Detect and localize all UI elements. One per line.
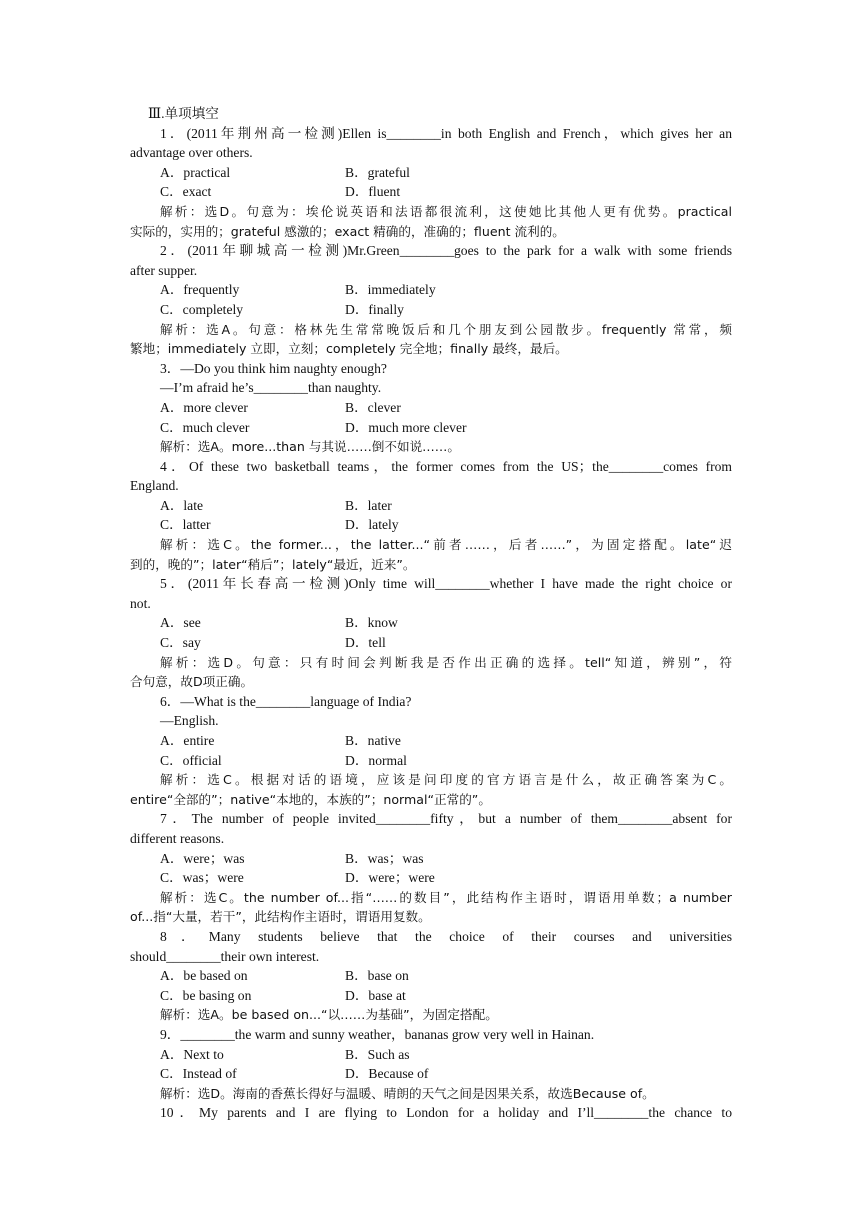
option-d: D．Because of	[345, 1066, 429, 1082]
option-d: D．base at	[345, 987, 406, 1003]
question-stem: 5．(2011年长春高一检测)Only time will________whether I have made the right choice or	[160, 576, 732, 592]
explanation-cont: 合句意，故D项正确。	[130, 674, 254, 690]
explanation: 解析：选A。more...than 与其说……倒不如说……。	[160, 439, 460, 455]
options-row	[130, 163, 732, 183]
option-d: D．were；were	[345, 870, 435, 886]
option-a: A．see	[160, 615, 201, 631]
option-c: C．much clever	[160, 419, 250, 435]
option-c: C．Instead of	[160, 1066, 237, 1082]
option-a: A．be based on	[160, 968, 248, 984]
options-row	[130, 418, 732, 438]
dialogue-line: —English.	[160, 713, 219, 729]
option-c: C．be basing on	[160, 987, 252, 1003]
question-5	[130, 574, 732, 692]
option-b: B．later	[345, 497, 392, 513]
exercise-page	[130, 104, 732, 1123]
explanation: 解析：选C。根据对话的语境，应该是问印度的官方语言是什么，故正确答案为C。	[160, 772, 732, 788]
option-a: A．practical	[160, 164, 231, 180]
explanation-cont: of...指“大量，若干”，此结构作主语时，谓语用复数。	[130, 909, 431, 925]
option-b: B．grateful	[345, 164, 410, 180]
question-stem: 3．—Do you think him naughty enough?	[160, 360, 387, 376]
option-a: A．Next to	[160, 1046, 224, 1062]
question-stem: 4．Of these two basketball teams，the former comes from the US；the________comes from	[160, 458, 732, 474]
option-d: D．much more clever	[345, 419, 467, 435]
option-c: C．was；were	[160, 870, 244, 886]
explanation: 解析：选C。the former...，the latter...“前者……，后者……”，为固定搭配。late“迟	[160, 537, 732, 553]
option-b: B．native	[345, 733, 401, 748]
option-b: B．know	[345, 615, 398, 631]
option-c: C．latter	[160, 517, 211, 533]
question-stem: 1．(2011年荆州高一检测)Ellen is________in both English and French，which gives her an	[160, 125, 732, 141]
option-c: C．official	[160, 752, 222, 768]
option-d: D．fluent	[345, 184, 401, 200]
options-row	[130, 868, 732, 888]
option-c: C．completely	[160, 301, 244, 317]
option-b: B．was；was	[345, 850, 424, 866]
options-row	[130, 966, 732, 986]
explanation: 解析：选D。句意：只有时间会判断我是否作出正确的选择。tell“知道，辨别”，符	[160, 654, 732, 670]
question-stem-cont: advantage over others.	[130, 145, 253, 161]
option-a: A．more clever	[160, 399, 248, 415]
explanation: 解析：选D。海南的香蕉长得好与温暖、晴朗的天气之间是因果关系，故选Because of。	[160, 1085, 655, 1101]
question-6	[130, 692, 732, 810]
options-row	[130, 986, 732, 1006]
question-stem: 10．My parents and I are flying to London for a holiday and I’ll________the chance to	[160, 1105, 732, 1121]
options-row	[130, 1064, 732, 1084]
question-9	[130, 1025, 732, 1103]
question-3	[130, 359, 732, 457]
option-d: D．tell	[345, 635, 386, 651]
question-stem: 7．The number of people invited________fifty，but a number of them________absent for	[160, 811, 732, 827]
option-b: B．base on	[345, 968, 409, 984]
option-d: D．finally	[345, 301, 404, 317]
explanation: 解析：选A。be based on...“以……为基础”，为固定搭配。	[160, 1007, 498, 1023]
option-d: D．normal	[345, 752, 407, 768]
option-a: A．were；was	[160, 850, 245, 866]
options-row	[130, 849, 732, 869]
option-a: A．entire	[160, 733, 215, 748]
option-d: D．lately	[345, 517, 399, 533]
options-row	[130, 398, 732, 418]
question-2	[130, 241, 732, 359]
question-stem: 6．—What is the________language of India?	[160, 693, 412, 709]
options-row	[130, 182, 732, 202]
section-title: Ⅲ.单项填空	[148, 106, 219, 121]
options-row	[130, 751, 732, 771]
options-row	[130, 300, 732, 320]
question-stem: 9．________the warm and sunny weather，bananas grow very well in Hainan.	[160, 1026, 595, 1042]
question-stem-cont: should________their own interest.	[130, 948, 320, 964]
question-7	[130, 809, 732, 927]
option-c: C．say	[160, 635, 201, 651]
question-1	[130, 124, 732, 242]
options-row	[130, 633, 732, 653]
option-c: C．exact	[160, 184, 212, 200]
option-a: A．late	[160, 497, 204, 513]
option-a: A．frequently	[160, 282, 240, 298]
question-stem: 8．Many students believe that the choice of their courses and universities	[160, 928, 732, 944]
question-4	[130, 457, 732, 575]
dialogue-line: —I’m afraid he’s________than naughty.	[160, 380, 382, 396]
question-8	[130, 927, 732, 1025]
question-stem-cont: England.	[130, 478, 179, 494]
option-b: B．Such as	[345, 1046, 410, 1062]
question-stem: 2．(2011年聊城高一检测)Mr.Green________goes to the park for a walk with some friends	[160, 243, 732, 259]
question-stem-cont: after supper.	[130, 262, 198, 278]
explanation: 解析：选A。句意：格林先生常常晚饭后和几个朋友到公园散步。frequently 常常，频	[160, 321, 732, 337]
explanation: 解析：选D。句意为：埃伦说英语和法语都很流利，这使她比其他人更有优势。practical	[160, 203, 732, 219]
options-row	[130, 731, 732, 751]
explanation-cont: entire“全部的”；native“本地的，本族的”；normal“正常的”。	[130, 791, 491, 807]
explanation-cont: 繁地；immediately 立即，立刻；completely 完全地；finally 最终，最后。	[130, 341, 568, 357]
options-row	[130, 515, 732, 535]
option-b: B．immediately	[345, 282, 436, 298]
question-stem-cont: different reasons.	[130, 830, 225, 846]
question-10	[130, 1103, 732, 1123]
explanation-cont: 实际的，实用的；grateful 感激的；exact 精确的，准确的；fluent 流利的。	[130, 223, 565, 239]
options-row	[130, 280, 732, 300]
question-stem-cont: not.	[130, 595, 151, 611]
options-row	[130, 1045, 732, 1065]
explanation: 解析：选C。the number of...指“……的数目”，此结构作主语时，谓语用单数；a number	[160, 889, 732, 905]
options-row	[130, 496, 732, 516]
options-row	[130, 613, 732, 633]
option-b: B．clever	[345, 399, 401, 415]
explanation-cont: 到的，晚的”；later“稍后”；lately“最近，近来”。	[130, 556, 416, 572]
